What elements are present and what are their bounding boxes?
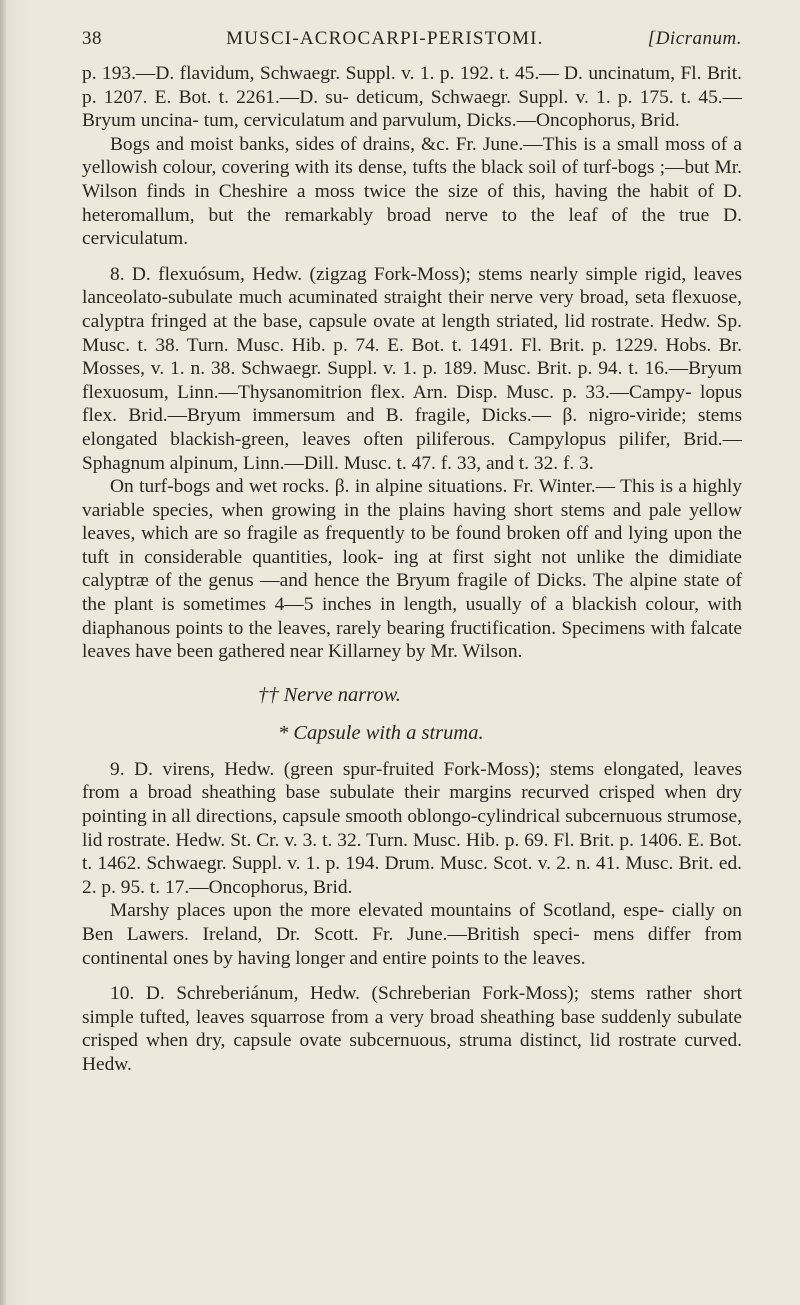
paragraph-species-virens: 9. D. virens, Hedw. (green spur-fruited Fork-Moss); stems elongated, leaves from a broad sheathing base subulate their margins recurved crisped when dry pointing in all directions, capsule smooth oblongo-cylindrical subcernuous strumose, lid rostrate. Hedw. St. Cr. v. 3. t. 32. Turn. Musc. Hib. p. 69. Fl. Brit. p. 1406. E. Bot. t. 1462. Schwaegr. Suppl. v. 1. p. 194. Drum. Musc. Scot. v. 2. n. 41. Musc. Brit. ed. 2. p. 95. t. 17.—Oncophorus, Brid. [82, 758, 742, 898]
page-gutter-shadow [0, 0, 6, 1305]
running-title: MUSCI-ACROCARPI-PERISTOMI. [226, 28, 544, 49]
page-content [82, 28, 742, 1077]
paragraph-species-flexuosum: 8. D. flexuósum, Hedw. (zigzag Fork-Moss); stems nearly simple rigid, leaves lanceolato-subulate much acuminated straight their nerve very broad, seta flexuose, calyptra fringed at the base, capsule ovate at length striated, lid rostrate. Hedw. Sp. Musc. t. 38. Turn. Musc. Hib. p. 74. E. Bot. t. 1491. Fl. Brit. p. 1229. Hobs. Br. Mosses, v. 1. n. 38. Schwaegr. Suppl. v. 1. p. 189. Musc. Brit. p. 94. t. 16.—Bryum flexuosum, Linn.—Thysanomitrion flex. Arn. Disp. Musc. p. 33.—Campy- lopus flex. Brid.—Bryum immersum and B. fragile, Dicks.— β. nigro-viride; stems elongated blackish-green, leaves often piliferous. Campylopus pilifer, Brid.—Sphagnum alpinum, Linn.—Dill. Musc. t. 47. f. 33, and t. 32. f. 3. [82, 263, 742, 474]
paragraph-habitat-virens: Marshy places upon the more elevated mountains of Scotland, espe- cially on Ben Lawers. Ireland, Dr. Scott. Fr. June.—British speci- mens differ from continental ones by having longer and entire points to the leaves. [82, 900, 742, 969]
paragraph-habitat-cerviculatum: Bogs and moist banks, sides of drains, &c. Fr. June.—This is a small moss of a yellowish colour, covering with its dense, tufts the black soil of turf-bogs ;—but Mr. Wilson finds in Cheshire a moss twice the size of this, having the habit of D. heteromallum, but the remarkably broad nerve to the leaf of the true D. cerviculatum. [82, 133, 742, 250]
subsection-capsule-struma: * Capsule with a struma. [278, 721, 484, 744]
section-title: [Dicranum. [647, 28, 742, 49]
page-number: 38 [82, 28, 102, 49]
paragraph-habitat-flexuosum: On turf-bogs and wet rocks. β. in alpine situations. Fr. Winter.— This is a highly variable species, when growing in the plains having short stems and pale yellow leaves, which are so fragile as frequently to be found broken off and lying upon the tuft in considerable quantities, look- ing at first sight not unlike the dimidiate calyptræ of the genus —and hence the Bryum fragile of Dicks. The alpine state of the plant is sometimes 4—5 inches in length, usually of a blackish colour, with diaphanous points to the leaves, rarely bearing fructification. Specimens with falcate leaves have been gathered near Killarney by Mr. Wilson. [82, 476, 742, 663]
paragraph-flavidum-synonyms: p. 193.—D. flavidum, Schwaegr. Suppl. v. 1. p. 192. t. 45.— D. uncinatum, Fl. Brit. p. 1207. E. Bot. t. 2261.—D. su- deticum, Schwaegr. Suppl. v. 1. p. 175. t. 45.—Bryum uncina- tum, cerviculatum and parvulum, Dicks.—Oncophorus, Brid. [82, 63, 742, 132]
paragraph-species-schreberianum: 10. D. Schreberiánum, Hedw. (Schreberian Fork-Moss); stems rather short simple tufted, leaves squarrose from a very broad sheathing base suddenly subulate crisped when dry, capsule ovate subcernuous, struma distinct, lid rostrate curved. Hedw. [82, 983, 742, 1075]
subsection-nerve-narrow: †† Nerve narrow. [258, 683, 401, 706]
page-header [82, 28, 742, 62]
